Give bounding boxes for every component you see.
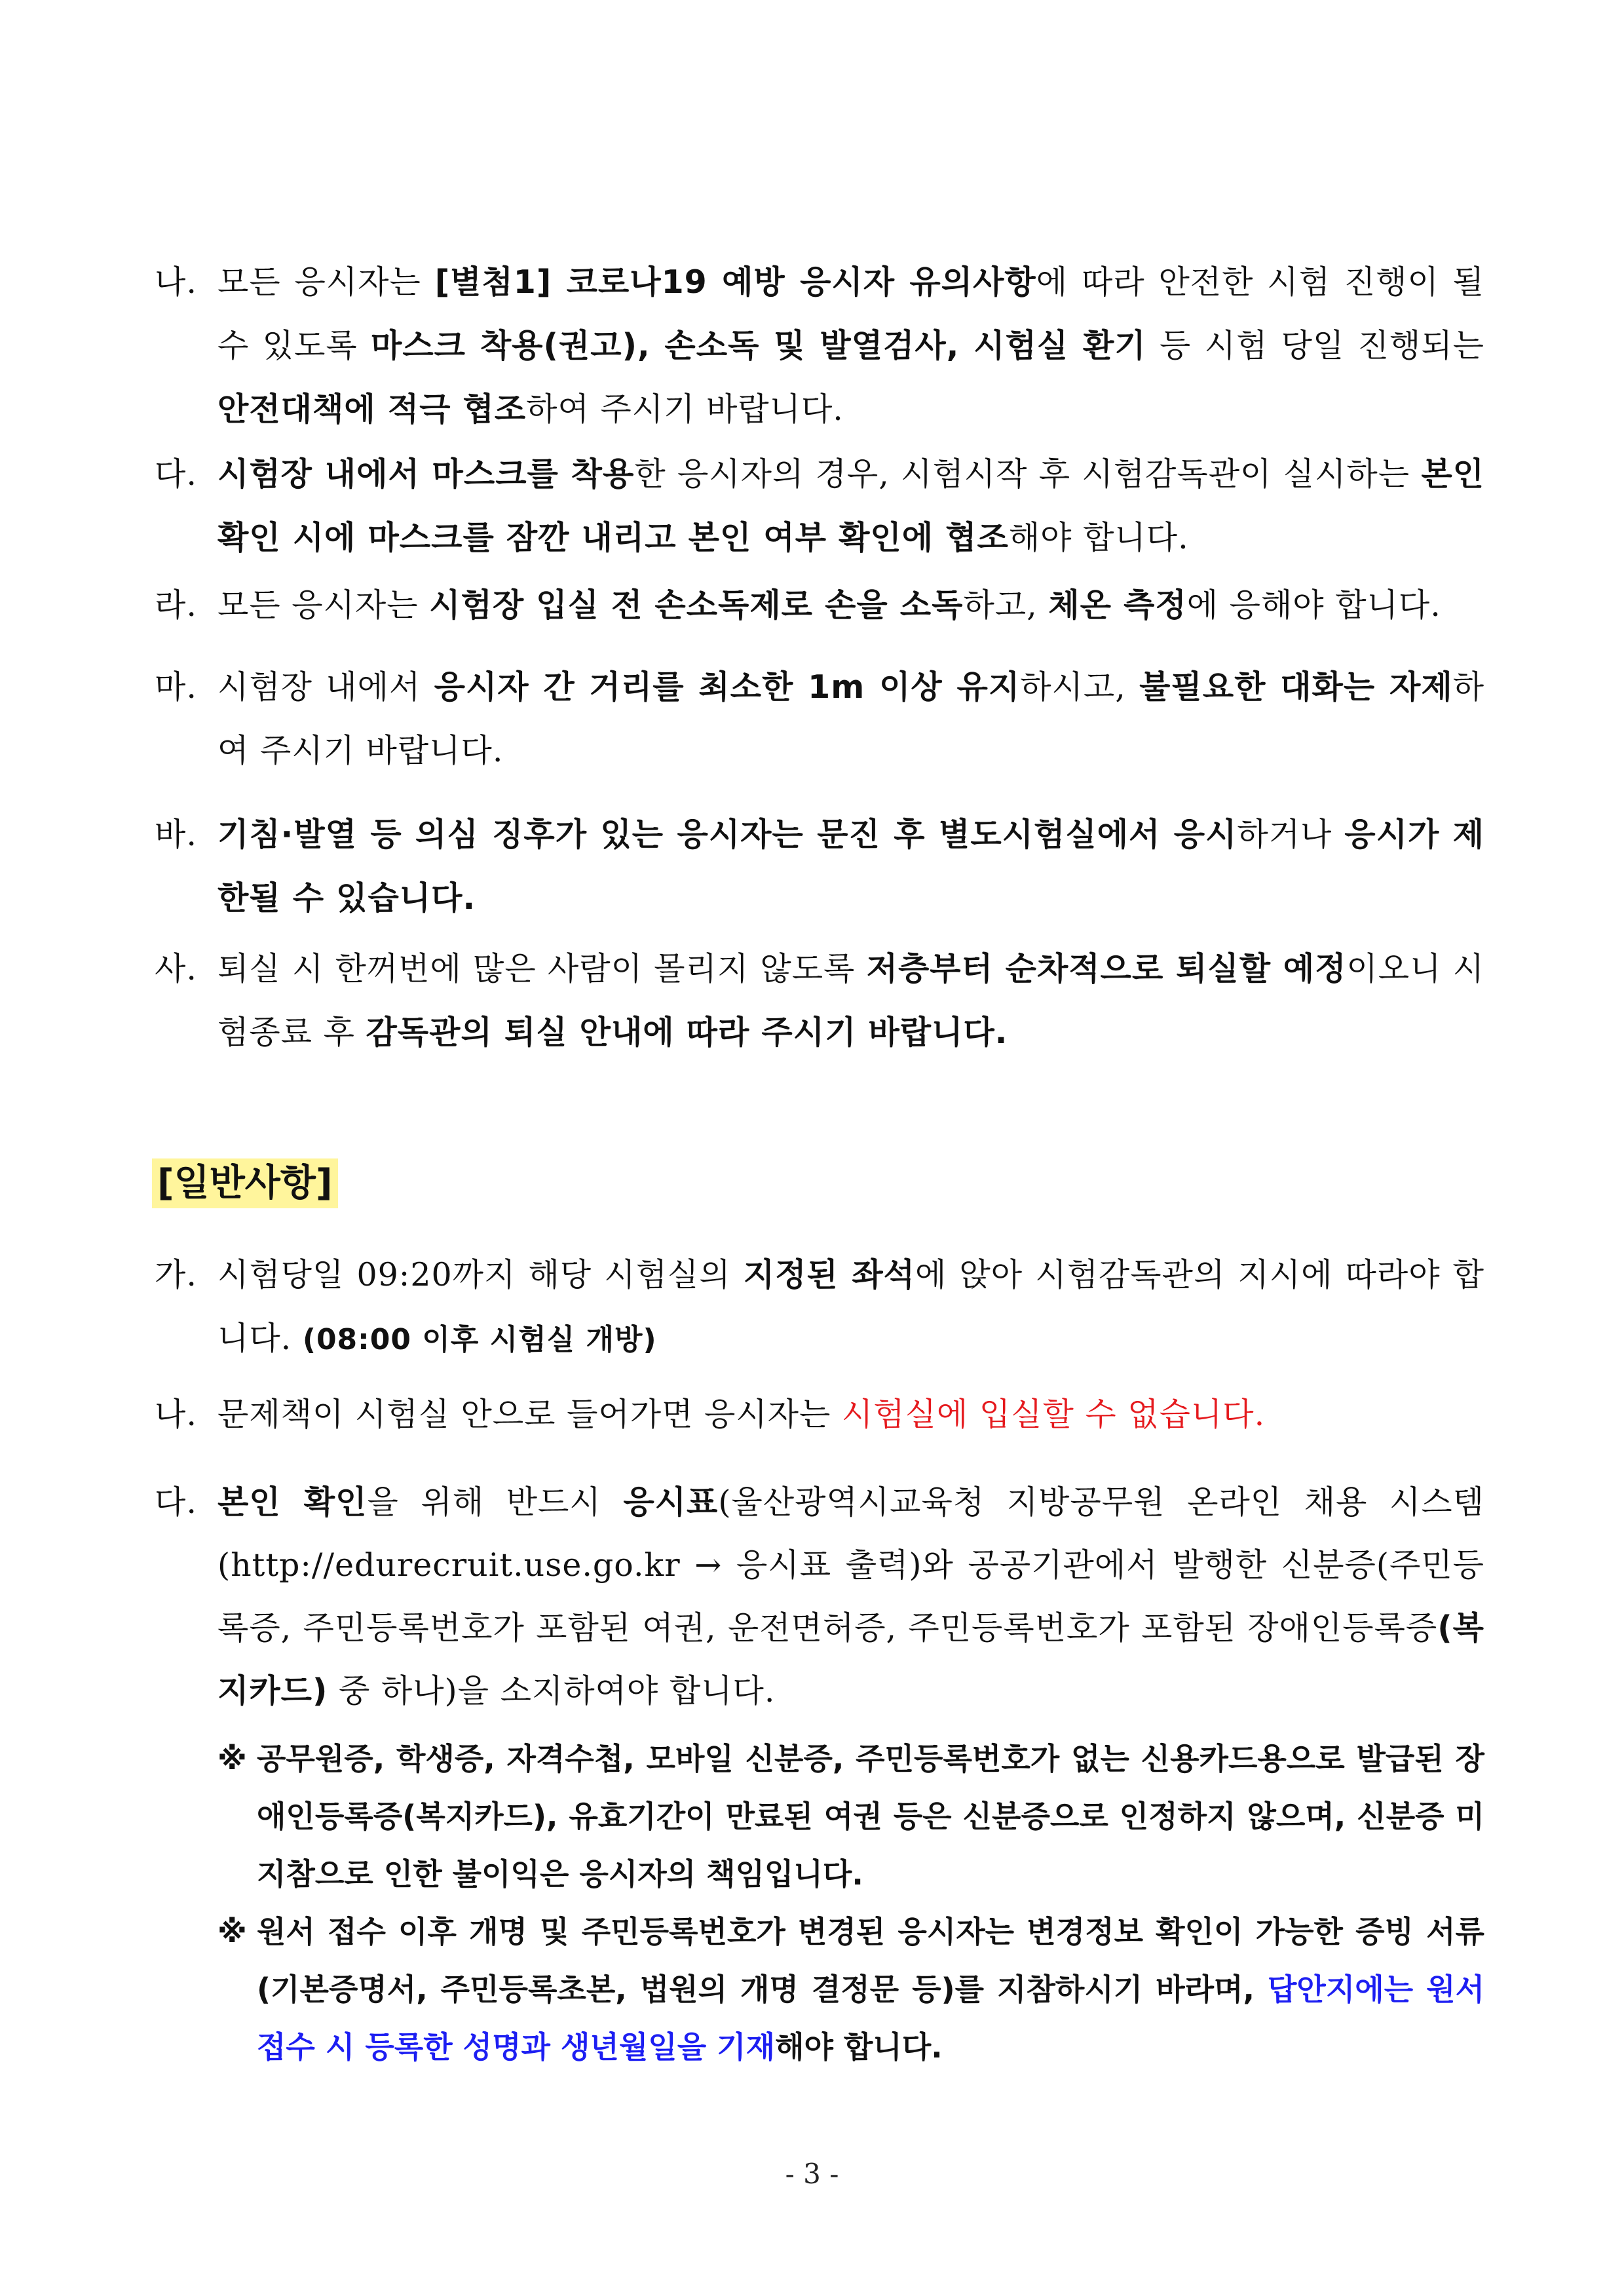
item-marker: 다. xyxy=(155,455,197,493)
text-span: 시험당일 09:20까지 해당 시험실의 xyxy=(217,1256,744,1293)
text-span: 한 응시자의 경우, 시험시작 후 시험감독관이 실시하는 xyxy=(634,455,1422,493)
text-span: 에 따라 안전한 시험 진행이 될 수 있도록 xyxy=(217,263,1484,364)
bold-span: 감독관의 퇴실 안내에 따라 주시기 바랍니다. xyxy=(366,1014,1008,1051)
bold-span: 기침·발열 등 의심 징후가 있는 응시자는 문진 후 별도시험실에서 응시 xyxy=(217,816,1237,853)
bold-span: (08:00 이후 시험실 개방) xyxy=(302,1323,657,1356)
text-span: 에 응해야 합니다. xyxy=(1186,586,1441,624)
covid-item-sa xyxy=(155,937,1484,1064)
text-span: 중 하나)을 소지하여야 합니다. xyxy=(328,1672,776,1710)
warning-span: 시험실에 입실할 수 없습니다. xyxy=(841,1396,1266,1433)
bold-span: 마스크 착용(권고), 손소독 및 발열검사, 시험실 환기 xyxy=(371,327,1146,364)
note-marker: ※ xyxy=(217,1741,247,1776)
text-span: 문제책이 시험실 안으로 들어가면 응시자는 xyxy=(217,1396,842,1433)
item-marker: 사. xyxy=(155,950,197,987)
text-span: (울산광역시교육청 지방공무원 온라인 채용 시스템(http://edurecruit.use.go.kr → 응시표 출력)와 공공기관에서 발행한 신분증(주민등록증, 주민등록번호가 포함된 여권, 운전면허증, 주민등록번호가 포함된 장애인등록증 xyxy=(217,1483,1484,1647)
note-body xyxy=(257,1903,1484,2076)
text-span: 하시고, xyxy=(1020,668,1140,706)
bold-span: 응시표 xyxy=(623,1483,719,1521)
text-span: 하고, xyxy=(963,586,1049,624)
item-body xyxy=(217,937,1484,1064)
note-name-change xyxy=(217,1903,1484,2076)
text-span: 시험장 내에서 xyxy=(217,668,434,706)
item-marker: 다. xyxy=(155,1483,197,1521)
text-span: 하여 주시기 바랍니다. xyxy=(526,391,844,428)
item-body xyxy=(217,573,1484,637)
text-span: 해야 합니다. xyxy=(775,2029,943,2065)
item-marker: 나. xyxy=(155,263,197,301)
covid-item-ra xyxy=(155,573,1484,637)
bold-span: 응시가 제한될 수 있습니다. xyxy=(217,816,1485,917)
bold-span: (복지카드) xyxy=(217,1609,1484,1710)
item-body xyxy=(217,1383,1484,1446)
text-span: 해야 합니다. xyxy=(1008,519,1189,556)
text-span: 하거나 xyxy=(1237,816,1345,853)
bold-span: 응시자 간 거리를 최소한 1m 이상 유지 xyxy=(434,668,1021,706)
bold-span: 불필요한 대화는 자제 xyxy=(1139,668,1453,706)
bold-span: 안전대책에 적극 협조 xyxy=(217,391,527,428)
item-marker: 바. xyxy=(155,816,197,853)
text-span: 이오니 시험종료 후 xyxy=(217,950,1484,1051)
page-number: - 3 - xyxy=(785,2158,839,2190)
note-body: 공무원증, 학생증, 자격수첩, 모바일 신분증, 주민등록번호가 없는 신용카드용으로 발급된 장애인등록증(복지카드), 유효기간이 만료된 여권 등은 신분증으로 인정하지 않으며, 신분증 미지참으로 인한 불이익은 응시자의 책임입니다. xyxy=(257,1741,1484,1892)
bold-span: 본인 확인 xyxy=(217,1483,368,1521)
bold-span: 시험장 입실 전 손소독제로 손을 소독 xyxy=(429,586,964,624)
text-span: 하여 주시기 바랍니다. xyxy=(217,668,1485,769)
item-body xyxy=(217,655,1484,782)
item-marker: 마. xyxy=(155,668,197,706)
covid-item-na xyxy=(155,250,1484,441)
general-item-da xyxy=(155,1471,1484,1723)
item-body xyxy=(217,442,1484,569)
bold-span: 시험장 내에서 마스크를 착용 xyxy=(217,455,635,493)
covid-item-da xyxy=(155,442,1484,569)
text-span: 원서 접수 이후 개명 및 주민등록번호가 변경된 응시자는 변경정보 확인이 가능한 증빙 서류(기본증명서, 주민등록초본, 법원의 개명 결정문 등)를 지참하시기 바라며, xyxy=(257,1914,1484,2007)
bold-span: 지정된 좌석 xyxy=(743,1256,916,1293)
text-span: 을 위해 반드시 xyxy=(367,1483,624,1521)
general-item-ga xyxy=(155,1243,1484,1371)
item-marker: 라. xyxy=(155,586,197,624)
text-span: 모든 응시자는 xyxy=(217,263,435,301)
general-item-na xyxy=(155,1383,1484,1446)
item-marker: 가. xyxy=(155,1256,197,1293)
note-marker: ※ xyxy=(217,1914,247,1949)
item-body xyxy=(217,1243,1484,1371)
bold-span: 체온 측정 xyxy=(1048,586,1187,624)
text-span: 에 앉아 시험감독관의 지시에 따라야 합니다. xyxy=(217,1256,1484,1357)
item-body xyxy=(217,250,1484,441)
text-span: 모든 응시자는 xyxy=(217,586,430,624)
highlight-span: 답안지에는 원서접수 시 등록한 성명과 생년월일을 기재 xyxy=(257,1972,1485,2065)
bold-span: 저층부터 순차적으로 퇴실할 예정 xyxy=(866,950,1347,987)
item-body xyxy=(217,803,1484,930)
item-marker: 나. xyxy=(155,1396,197,1433)
text-span: 등 시험 당일 진행되는 xyxy=(1146,327,1484,364)
covid-item-ba xyxy=(155,803,1484,930)
covid-item-ma xyxy=(155,655,1484,782)
item-body xyxy=(217,1471,1484,1723)
text-span: 퇴실 시 한꺼번에 많은 사람이 몰리지 않도록 xyxy=(217,950,867,987)
note-id-invalid xyxy=(217,1730,1484,1903)
section-heading-general: [일반사항] xyxy=(152,1158,338,1208)
bold-span: 본인 확인 시에 마스크를 잠깐 내리고 본인 여부 확인에 협조 xyxy=(217,455,1484,556)
bold-span: [별첨1] 코로나19 예방 응시자 유의사항 xyxy=(434,263,1036,301)
